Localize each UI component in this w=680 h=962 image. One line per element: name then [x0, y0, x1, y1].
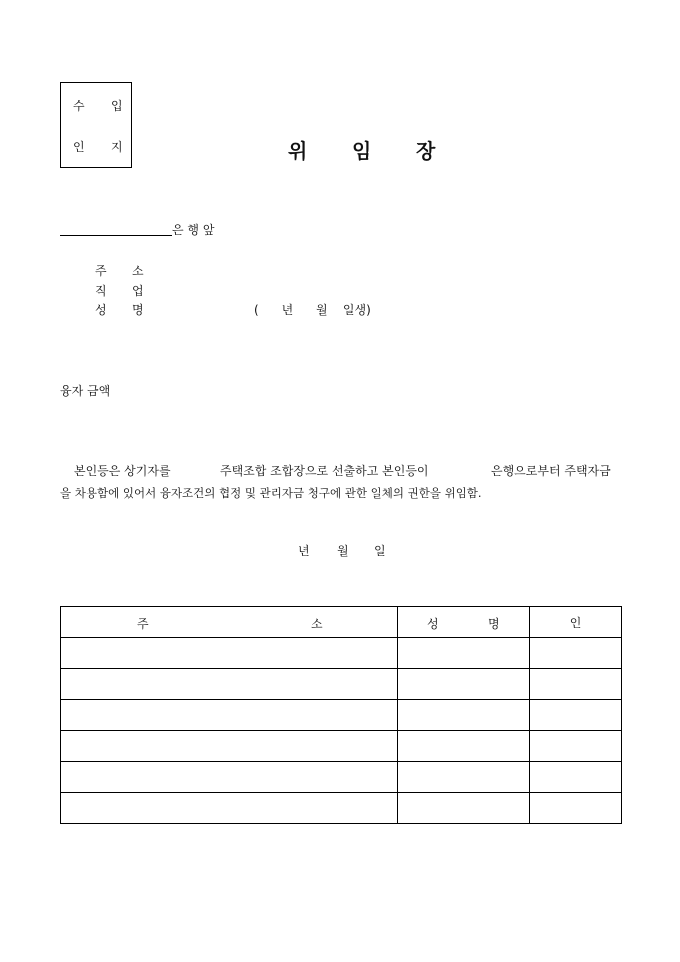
name-cell[interactable]	[398, 731, 530, 762]
seal-cell[interactable]	[530, 700, 622, 731]
occupation-label-2: 업	[132, 284, 144, 298]
body-line1-part2: 주택조합 조합장으로 선출하고 본인등이	[220, 464, 429, 478]
signatory-table	[60, 606, 622, 824]
header-name	[398, 607, 530, 638]
body-line1-part3: 은행으로부터 주택자금	[491, 464, 611, 478]
revenue-stamp-box	[60, 82, 132, 168]
name-label-2: 명	[132, 303, 144, 317]
address-label-2: 소	[132, 264, 144, 278]
seal-cell[interactable]	[530, 762, 622, 793]
seal-cell[interactable]	[530, 793, 622, 824]
table-row	[61, 762, 622, 793]
title-char: 임	[352, 139, 372, 163]
date-month: 월	[337, 544, 349, 558]
body-line2: 을 차용함에 있어서 융자조건의 협정 및 관리자금 청구에 관한 일체의 권한을 위임함.	[60, 486, 482, 500]
table-row	[61, 669, 622, 700]
occupation-label-1: 직	[95, 284, 107, 298]
address-cell[interactable]	[61, 762, 398, 793]
table-header-row	[61, 607, 622, 638]
title-char: 위	[288, 139, 308, 163]
seal-cell[interactable]	[530, 669, 622, 700]
title-char: 장	[416, 139, 436, 163]
header-address-char: 주	[137, 617, 149, 631]
date-day: 일	[374, 544, 386, 558]
address-cell[interactable]	[61, 793, 398, 824]
birth-date: ( 년 월 일생)	[254, 303, 371, 317]
name-cell[interactable]	[398, 762, 530, 793]
stamp-char: 지	[111, 140, 123, 154]
address-cell[interactable]	[61, 731, 398, 762]
header-name-char: 성	[427, 617, 439, 631]
addressee-suffix: 은 행 앞	[172, 223, 215, 237]
header-address-char: 소	[311, 617, 323, 631]
table-row	[61, 793, 622, 824]
name-cell[interactable]	[398, 669, 530, 700]
table-row	[61, 638, 622, 669]
name-label-1: 성	[95, 303, 107, 317]
stamp-char: 입	[111, 99, 123, 113]
address-cell[interactable]	[61, 669, 398, 700]
header-seal: 인	[530, 607, 622, 638]
name-cell[interactable]	[398, 700, 530, 731]
address-label-1: 주	[95, 264, 107, 278]
bank-name-blank	[60, 235, 172, 236]
address-cell[interactable]	[61, 700, 398, 731]
stamp-char: 인	[73, 140, 85, 154]
body-line1-part1: 본인등은 상기자를	[74, 464, 171, 478]
seal-cell[interactable]	[530, 638, 622, 669]
header-name-char: 명	[488, 617, 500, 631]
name-cell[interactable]	[398, 793, 530, 824]
date-year: 년	[298, 544, 310, 558]
loan-amount-label: 융자 금액	[60, 384, 111, 398]
address-cell[interactable]	[61, 638, 398, 669]
stamp-char: 수	[73, 99, 85, 113]
name-cell[interactable]	[398, 638, 530, 669]
table-row	[61, 700, 622, 731]
header-address	[61, 607, 398, 638]
table-row	[61, 731, 622, 762]
seal-cell[interactable]	[530, 731, 622, 762]
